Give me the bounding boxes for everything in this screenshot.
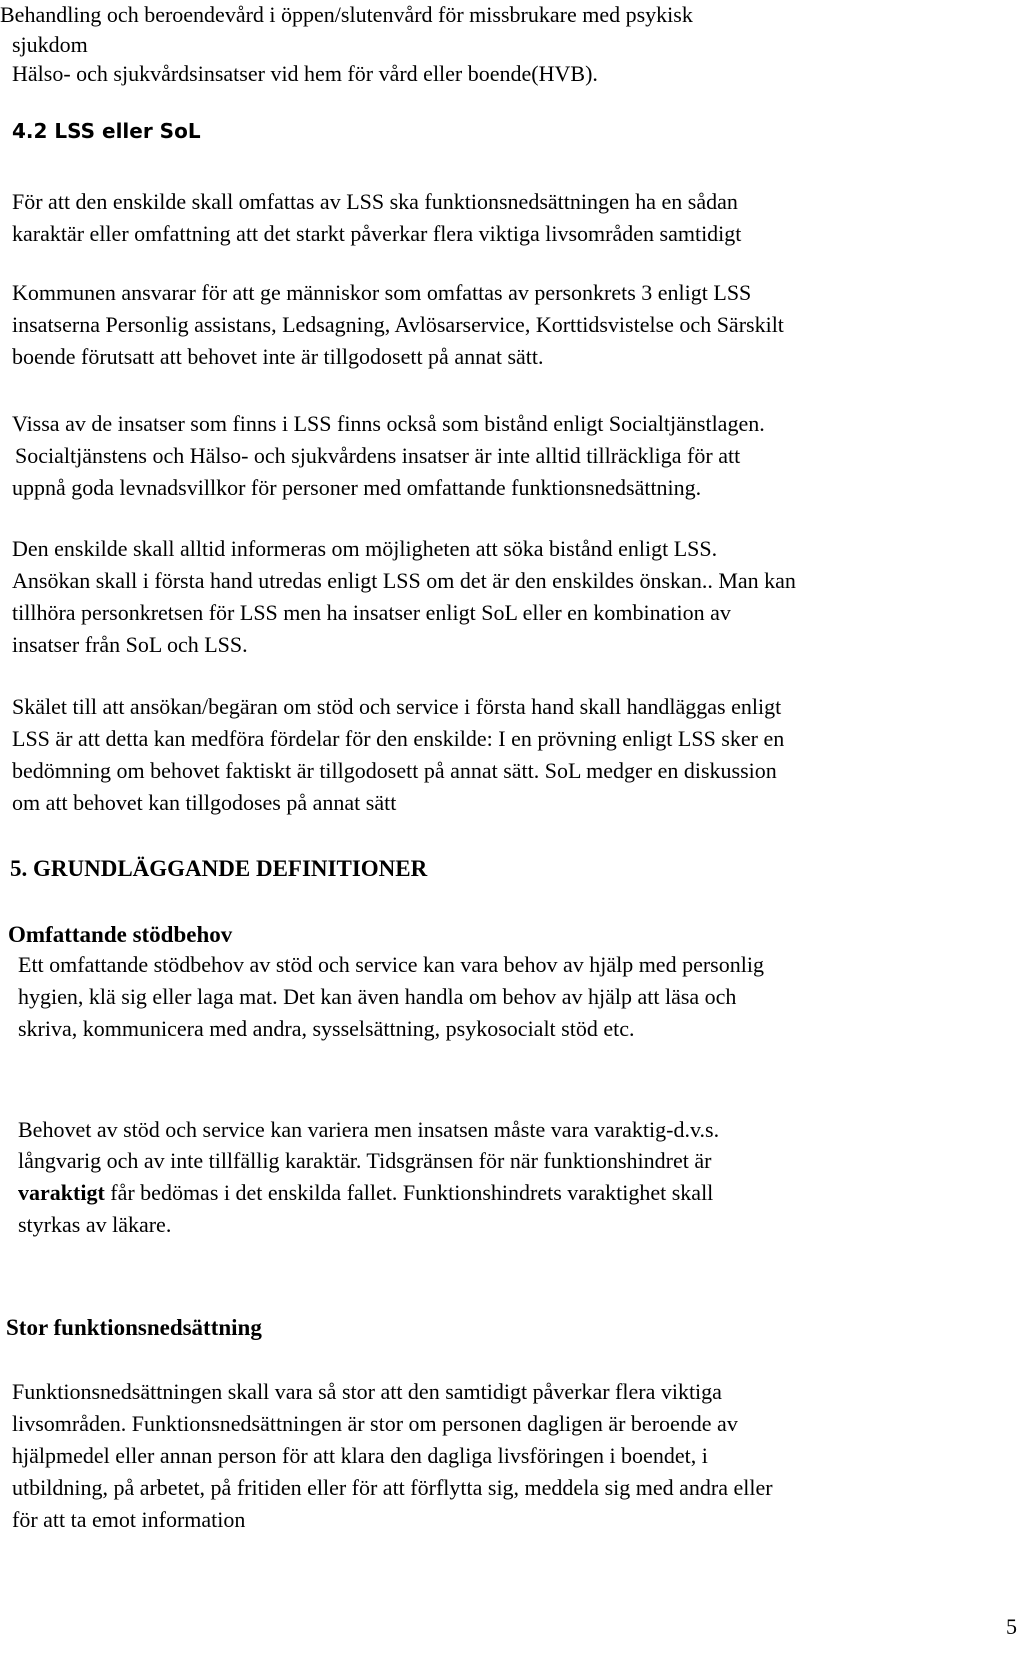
paragraph-line: insatser från SoL och LSS. [12, 632, 248, 657]
paragraph-line: Vissa av de insatser som finns i LSS finns också som bistånd enligt Socialtjänstlagen. [12, 411, 765, 436]
paragraph-line: boende förutsatt att behovet inte är tillgodosett på annat sätt. [12, 344, 544, 369]
paragraph-line: insatserna Personlig assistans, Ledsagning, Avlösarservice, Korttidsvistelse och Särskilt [12, 312, 784, 337]
paragraph-line: Den enskilde skall alltid informeras om möjligheten att söka bistånd enligt LSS. [12, 536, 718, 561]
paragraph-line: livsområden. Funktionsnedsättningen är stor om personen dagligen är beroende av [12, 1411, 738, 1436]
intro-line: Behandling och beroendevård i öppen/slutenvård för missbrukare med psykisk [0, 2, 693, 27]
paragraph-line: utbildning, på arbetet, på fritiden eller för att förflytta sig, meddela sig med andra eller [12, 1475, 773, 1500]
paragraph-line-rest: får bedömas i det enskilda fallet. Funktionshindrets varaktighet skall [104, 1180, 714, 1205]
paragraph-line: uppnå goda levnadsvillkor för personer med omfattande funktionsnedsättning. [12, 475, 702, 500]
paragraph-line: Kommunen ansvarar för att ge människor som omfattas av personkrets 3 enligt LSS [12, 280, 752, 305]
paragraph-line: För att den enskilde skall omfattas av LSS ska funktionsnedsättningen ha en sådan [12, 189, 738, 214]
paragraph-line: Socialtjänstens och Hälso- och sjukvårdens insatser är inte alltid tillräckliga för att [15, 443, 741, 468]
paragraph-line: skriva, kommunicera med andra, sysselsättning, psykosocialt stöd etc. [18, 1016, 635, 1041]
emphasis-varaktigt: varaktigt [18, 1180, 105, 1205]
paragraph-line: Funktionsnedsättningen skall vara så stor att den samtidigt påverkar flera viktiga [12, 1379, 722, 1404]
paragraph-line: Ett omfattande stödbehov av stöd och service kan vara behov av hjälp med personlig [18, 952, 764, 977]
paragraph-line: hjälpmedel eller annan person för att klara den dagliga livsföringen i boendet, i [12, 1443, 708, 1468]
subheading-stor-funktionsnedsattning: Stor funktionsnedsättning [6, 1315, 262, 1340]
paragraph-line: LSS är att detta kan medföra fördelar för den enskilde: I en prövning enligt LSS sker en [12, 726, 785, 751]
paragraph-line: Ansökan skall i första hand utredas enligt LSS om det är den enskildes önskan.. Man kan [12, 568, 796, 593]
subheading-omfattande-stodbehov: Omfattande stödbehov [8, 922, 233, 947]
paragraph-line: Skälet till att ansökan/begäran om stöd och service i första hand skall handläggas enligt [12, 694, 782, 719]
paragraph-line [18, 1182, 713, 1204]
paragraph-line: Behovet av stöd och service kan variera men insatsen måste vara varaktig-d.v.s. [18, 1117, 720, 1142]
section-heading-5: 5. GRUNDLÄGGANDE DEFINITIONER [10, 856, 428, 881]
paragraph-line: långvarig och av inte tillfällig karaktär. Tidsgränsen för när funktionshindret är [18, 1148, 712, 1173]
intro-line: sjukdom [12, 32, 88, 57]
paragraph-line: för att ta emot information [12, 1507, 246, 1532]
paragraph-line: karaktär eller omfattning att det starkt påverkar flera viktiga livsområden samtidigt [12, 221, 742, 246]
paragraph-line: tillhöra personkretsen för LSS men ha insatser enligt SoL eller en kombination av [12, 600, 731, 625]
paragraph-line: bedömning om behovet faktiskt är tillgodosett på annat sätt. SoL medger en diskussion [12, 758, 777, 783]
paragraph-line: hygien, klä sig eller laga mat. Det kan även handla om behov av hjälp att läsa och [18, 984, 737, 1009]
section-heading-4-2: 4.2 LSS eller SoL [12, 119, 201, 143]
paragraph-line: om att behovet kan tillgodoses på annat sätt [12, 790, 397, 815]
paragraph-line: styrkas av läkare. [18, 1212, 172, 1237]
intro-line: Hälso- och sjukvårdsinsatser vid hem för vård eller boende(HVB). [12, 61, 598, 86]
page-number: 5 [1006, 1614, 1017, 1639]
